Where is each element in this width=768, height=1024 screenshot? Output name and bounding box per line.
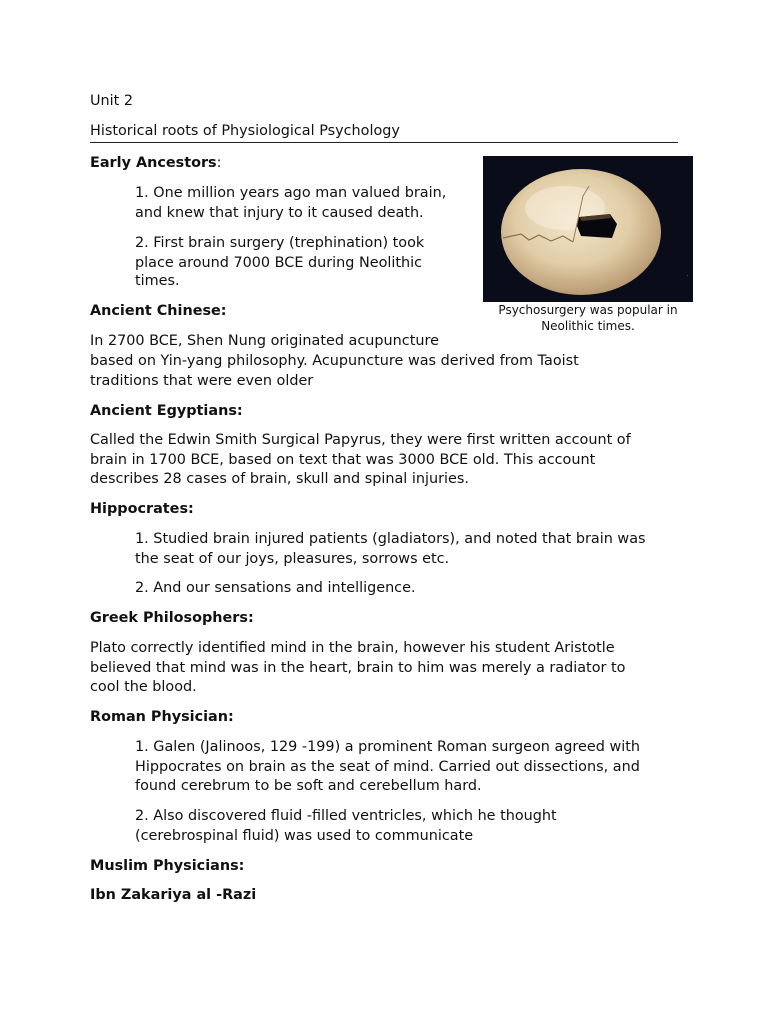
early-ancestors-item2-line1: 2. First brain surgery (trephination) took <box>135 235 425 251</box>
early-ancestors-item2-line3: times. <box>135 273 180 289</box>
title-underline <box>90 142 678 143</box>
roman-physician-item2-line2: (cerebrospinal fluid) was used to communicate <box>135 828 474 844</box>
early-ancestors-heading-text: Early Ancestors <box>90 155 217 171</box>
ancient-chinese-line2: based on Yin-yang philosophy. Acupuncture was derived from Taoist <box>90 353 579 369</box>
svg-text:.: . <box>684 274 690 276</box>
ancient-chinese-line3: traditions that were even older <box>90 373 314 389</box>
hippocrates-item1-line1: 1. Studied brain injured patients (gladiators), and noted that brain was <box>135 531 646 547</box>
ancient-egyptians-line3: describes 28 cases of brain, skull and spinal injuries. <box>90 471 469 487</box>
trephined-skull-image <box>483 156 693 302</box>
ancient-egyptians-line2: brain in 1700 BCE, based on text that was 3000 BCE old. This account <box>90 452 596 468</box>
early-ancestors-colon: : <box>216 155 222 171</box>
ancient-egyptians-heading: Ancient Egyptians: <box>90 403 243 419</box>
ibn-zakariya-subheading: Ibn Zakariya al -Razi <box>90 887 257 903</box>
early-ancestors-item1-line1: 1. One million years ago man valued brain, <box>135 185 447 201</box>
hippocrates-heading: Hippocrates: <box>90 501 194 517</box>
roman-physician-item1-line1: 1. Galen (Jalinoos, 129 -199) a prominent Roman surgeon agreed with <box>135 739 640 755</box>
ancient-chinese-line1: In 2700 BCE, Shen Nung originated acupuncture <box>90 333 439 349</box>
early-ancestors-item2-line2: place around 7000 BCE during Neolithic <box>135 255 423 271</box>
roman-physician-item1-line3: found cerebrum to be soft and cerebellum hard. <box>135 778 482 794</box>
roman-physician-heading: Roman Physician: <box>90 709 234 725</box>
greek-philosophers-line2: believed that mind was in the heart, brain to him was merely a radiator to <box>90 660 626 676</box>
figure-caption <box>483 303 693 334</box>
muslim-physicians-heading: Muslim Physicians: <box>90 858 245 874</box>
ancient-chinese-heading: Ancient Chinese: <box>90 303 227 319</box>
hippocrates-item1-line2: the seat of our joys, pleasures, sorrows etc. <box>135 551 450 567</box>
hippocrates-item2-line1: 2. And our sensations and intelligence. <box>135 580 416 596</box>
greek-philosophers-line1: Plato correctly identified mind in the brain, however his student Aristotle <box>90 640 615 656</box>
roman-physician-item2-line1: 2. Also discovered fluid -filled ventricles, which he thought <box>135 808 557 824</box>
figure-caption-line1: Psychosurgery was popular in <box>498 303 678 317</box>
greek-philosophers-heading: Greek Philosophers: <box>90 610 254 626</box>
unit-label: Unit 2 <box>90 93 134 109</box>
figure-caption-line2: Neolithic times. <box>541 318 635 333</box>
early-ancestors-item1-line2: and knew that injury to it caused death. <box>135 205 424 221</box>
ancient-egyptians-line1: Called the Edwin Smith Surgical Papyrus, they were first written account of <box>90 432 631 448</box>
greek-philosophers-line3: cool the blood. <box>90 679 197 695</box>
early-ancestors-heading <box>90 154 222 174</box>
page-title: Historical roots of Physiological Psychology <box>90 123 400 139</box>
roman-physician-item1-line2: Hippocrates on brain as the seat of mind. Carried out dissections, and <box>135 759 640 775</box>
